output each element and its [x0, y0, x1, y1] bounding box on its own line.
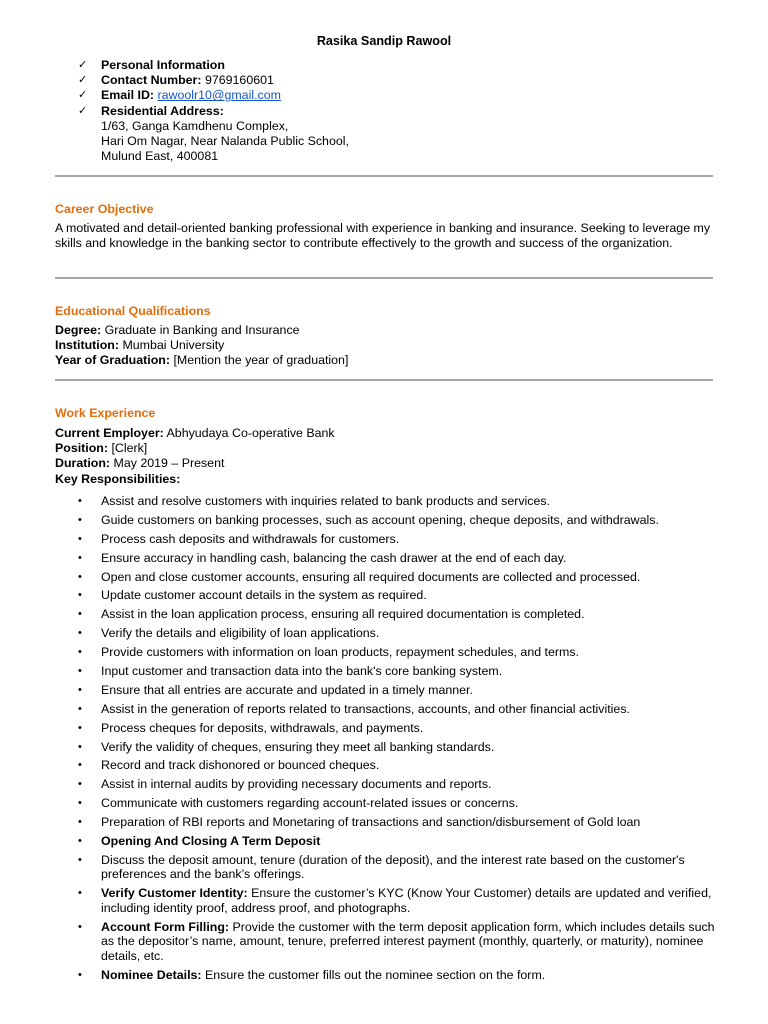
duration-label: Duration:	[55, 456, 111, 471]
bullet-icon: •	[78, 608, 82, 621]
address-line: Hari Om Nagar, Near Nalanda Public School,	[101, 134, 349, 149]
responsibility-text: Ensure accuracy in handling cash, balancing the cash drawer at the end of each day.	[101, 550, 567, 565]
responsibility-text: Preparation of RBI reports and Monetaring of transactions and sanction/disbursement of Gold loan	[101, 815, 641, 830]
responsibility-item	[78, 968, 718, 983]
section-divider	[55, 175, 713, 177]
responsibility-text: Verify the details and eligibility of loan applications.	[101, 626, 380, 641]
responsibility-item	[78, 758, 718, 773]
checkmark-icon: ✓	[78, 74, 88, 87]
career-objective-text: A motivated and detail-oriented banking professional with experience in banking and insurance. Seeking to leverage my skills and knowledge in the banking sector to contribute effectively to the growth and success of the organization.	[55, 221, 711, 251]
duration-value: May 2019 – Present	[113, 456, 225, 471]
responsibility-item	[78, 920, 718, 964]
responsibility-item	[78, 834, 718, 849]
employer-value: Abhyudaya Co-operative Bank	[166, 426, 335, 440]
bullet-icon: •	[78, 702, 82, 715]
checkmark-icon: ✓	[78, 104, 88, 117]
responsibility-item	[78, 702, 718, 717]
responsibility-item	[78, 532, 718, 547]
bullet-icon: •	[78, 532, 82, 545]
bullet-icon: •	[78, 853, 82, 866]
candidate-name: Rasika Sandip Rawool	[316, 34, 452, 48]
bullet-icon: •	[78, 778, 82, 791]
list-item	[78, 58, 349, 73]
responsibility-text: Provide the customer with the term deposit application form, which includes details such as the depositor’s name, amount, tenure, preferred interest payment (monthly, quarterly, or maturity), nominee details, etc.	[101, 919, 715, 963]
personal-info-list	[78, 58, 349, 164]
address-label: Residential Address:	[101, 103, 224, 118]
responsibility-text: Record and track dishonored or bounced cheques.	[101, 758, 380, 773]
employer-label: Current Employer:	[55, 426, 164, 440]
bullet-icon: •	[78, 887, 82, 900]
work-experience-heading: Work Experience	[55, 406, 156, 420]
responsibility-bold-text: Nominee Details:	[101, 967, 202, 982]
responsibility-item	[78, 494, 718, 509]
section-divider	[55, 277, 713, 279]
responsibility-bold-text: Opening And Closing A Term Deposit	[101, 834, 321, 849]
bullet-icon: •	[78, 589, 82, 602]
responsibility-item	[78, 645, 718, 660]
responsibility-item	[78, 886, 718, 915]
responsibility-item	[78, 513, 718, 528]
responsibility-item	[78, 853, 718, 882]
responsibility-item	[78, 570, 718, 585]
bullet-icon: •	[78, 551, 82, 564]
bullet-icon: •	[78, 920, 82, 933]
bullet-icon: •	[78, 665, 82, 678]
bullet-icon: •	[78, 570, 82, 583]
responsibility-item	[78, 607, 718, 622]
responsibility-text: Assist and resolve customers with inquiries related to bank products and services.	[101, 494, 551, 508]
responsibility-text: Discuss the deposit amount, tenure (duration of the deposit), and the interest rate based on the customer's preferences and the bank’s offerings.	[101, 852, 685, 882]
responsibilities-list	[78, 494, 718, 986]
email-label: Email ID:	[101, 88, 155, 103]
responsibility-text: Ensure the customer fills out the nominee section on the form.	[201, 967, 546, 982]
bullet-icon: •	[78, 797, 82, 810]
responsibility-text: Process cheques for deposits, withdrawals, and payments.	[101, 720, 424, 735]
responsibility-text: Assist in the loan application process, ensuring all required documentation is completed.	[101, 607, 585, 622]
career-objective-heading: Career Objective	[55, 202, 154, 216]
graduation-year-value: [Mention the year of graduation]	[173, 353, 349, 368]
responsibility-item	[78, 796, 718, 811]
responsibility-text: Input customer and transaction data into the bank's core banking system.	[101, 664, 503, 679]
responsibility-bold-text: Verify Customer Identity:	[101, 886, 248, 901]
address-line: 1/63, Ganga Kamdhenu Complex,	[101, 118, 289, 133]
email-link[interactable]: rawoolr10@gmail.com	[157, 88, 281, 103]
degree-label: Degree:	[55, 323, 102, 337]
responsibility-text: Process cash deposits and withdrawals for customers.	[101, 531, 400, 546]
responsibility-text: Ensure the customer’s KYC (Know Your Customer) details are updated and verified, including identity proof, address proof, and photographs.	[101, 886, 712, 915]
bullet-icon: •	[78, 835, 82, 848]
responsibility-item	[78, 588, 718, 603]
responsibility-item	[78, 721, 718, 736]
education-details	[55, 323, 348, 369]
education-heading: Educational Qualifications	[55, 304, 211, 318]
bullet-icon: •	[78, 513, 82, 526]
responsibility-text: Update customer account details in the system as required.	[101, 588, 427, 603]
address-line: Mulund East, 400081	[101, 149, 219, 164]
responsibility-text: Verify the validity of cheques, ensuring they meet all banking standards.	[101, 739, 495, 754]
responsibility-bold-text: Account Form Filling:	[101, 919, 230, 934]
bullet-icon: •	[78, 759, 82, 772]
bullet-icon: •	[78, 816, 82, 829]
checkmark-icon: ✓	[78, 59, 88, 71]
bullet-icon: •	[78, 627, 82, 640]
list-item	[78, 88, 349, 103]
responsibility-item	[78, 815, 718, 830]
list-item	[78, 73, 349, 88]
responsibility-item	[78, 664, 718, 679]
degree-value: Graduate in Banking and Insurance	[104, 323, 300, 337]
responsibility-item	[78, 740, 718, 755]
checkmark-icon: ✓	[78, 89, 88, 102]
institution-label: Institution:	[55, 338, 119, 353]
responsibility-text: Assist in the generation of reports related to transactions, accounts, and other financial activities.	[101, 701, 630, 716]
bullet-icon: •	[78, 495, 82, 507]
responsibility-text: Communicate with customers regarding account-related issues or concerns.	[101, 796, 519, 811]
responsibility-text: Provide customers with information on loan products, repayment schedules, and terms.	[101, 645, 579, 660]
list-item	[78, 104, 349, 165]
graduation-year-label: Year of Graduation:	[55, 353, 170, 368]
bullet-icon: •	[78, 721, 82, 734]
responsibility-item	[78, 683, 718, 698]
responsibility-item	[78, 777, 718, 792]
bullet-icon: •	[78, 646, 82, 659]
position-label: Position:	[55, 441, 108, 456]
institution-value: Mumbai University	[122, 338, 225, 353]
contact-label: Contact Number:	[101, 73, 202, 88]
bullet-icon: •	[78, 740, 82, 753]
personal-info-heading: Personal Information	[101, 58, 225, 72]
section-divider	[55, 379, 713, 381]
responsibility-item	[78, 626, 718, 641]
responsibility-text: Assist in internal audits by providing necessary documents and reports.	[101, 777, 492, 792]
contact-number: 9769160601	[204, 73, 274, 88]
work-details	[55, 426, 335, 487]
responsibility-text: Guide customers on banking processes, such as account opening, cheque deposits, and withdrawals.	[101, 512, 659, 527]
bullet-icon: •	[78, 683, 82, 696]
responsibility-item	[78, 551, 718, 566]
position-value: [Clerk]	[111, 441, 148, 456]
responsibility-text: Ensure that all entries are accurate and updated in a timely manner.	[101, 682, 473, 697]
responsibilities-label: Key Responsibilities:	[55, 471, 181, 486]
bullet-icon: •	[78, 968, 82, 981]
responsibility-text: Open and close customer accounts, ensuring all required documents are collected and processed.	[101, 569, 641, 584]
